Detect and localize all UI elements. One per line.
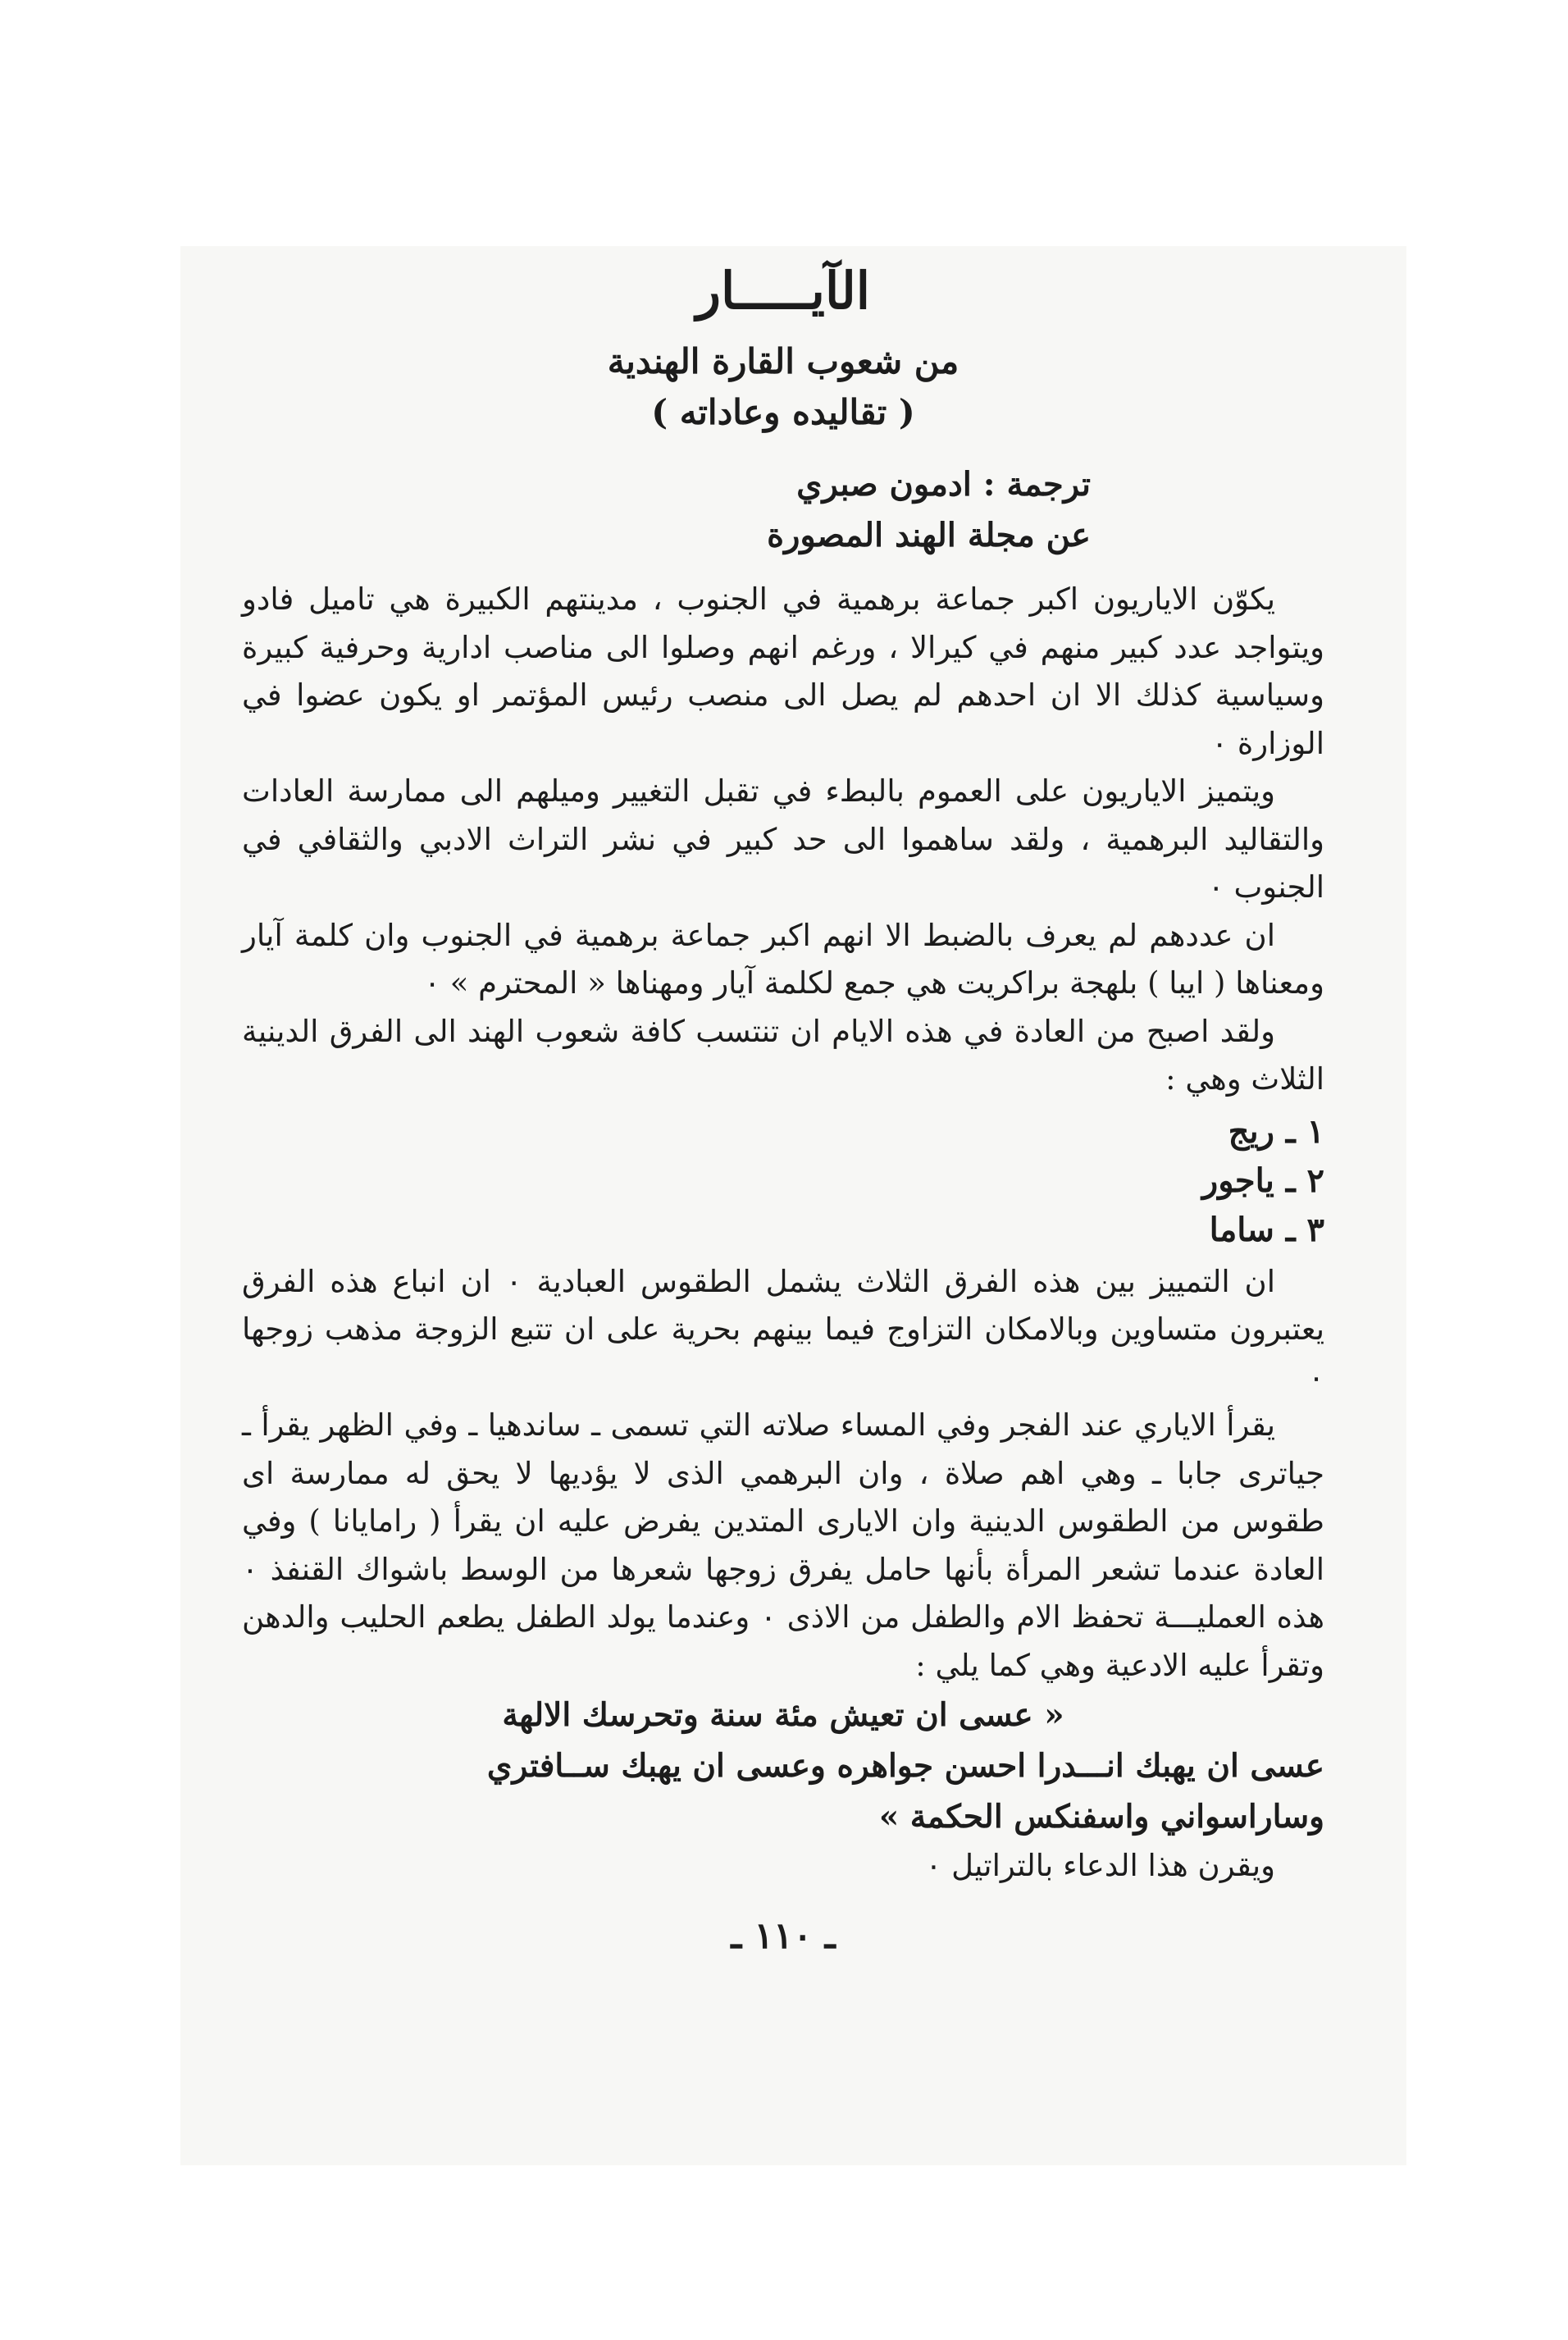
prayer-line-2: عسى ان يهبك انـــدرا احسن جواهره وعسى ان يهبك ســافتري xyxy=(486,1747,1324,1785)
article-subtitle xyxy=(242,336,1324,438)
paragraph-1: يكوّن الاياريون اكبر جماعة برهمية في الجنوب ، مدينتهم الكبيرة هي تاميل فادو ويتواجد عدد كبير منهم في كيرالا ، ورغم انهم وصلوا الى مناصب ادارية وحرفية كبيرة وسياسية كذلك الا ان احدهم لم يصل الى منصب رئيس المؤتمر او يكون عضوا في الوزارة ٠ xyxy=(242,582,1324,761)
page-number: ـ ١١٠ ـ xyxy=(731,1914,836,1957)
list-item: ١ ـ ريج xyxy=(1228,1111,1324,1151)
paragraph-3: ان عددهم لم يعرف بالضبط الا انهم اكبر جماعة برهمية في الجنوب وان كلمة آيار ومعناها ( ايبا ) بلهجة براكريت هي جمع لكلمة آيار ومهناها « المحترم » ٠ xyxy=(242,917,1324,1001)
translator-credit: ترجمة : ادمون صبري xyxy=(796,465,1091,504)
source-credit: عن مجلة الهند المصورة xyxy=(767,516,1091,554)
sects-list xyxy=(242,1107,1324,1255)
paragraph-5: ان التمييز بين هذه الفرق الثلاث يشمل الطقوس العبادية ٠ ان انباع هذه الفرق يعتبرون متساوين وبالامكان التزاوج فيما بينهم بحرية على ان تتبع الزوجة مذهب زوجها ٠ xyxy=(242,1263,1324,1395)
prayer-line-3: وساراسواني واسفنكس الحكمة » xyxy=(878,1798,1324,1836)
article-column xyxy=(242,246,1324,1957)
closing-line: ويقرن هذا الدعاء بالتراتيل ٠ xyxy=(925,1848,1275,1883)
list-item: ٢ ـ ياجور xyxy=(1201,1161,1324,1200)
subtitle-line-2: ( تقاليده وعاداته ) xyxy=(651,392,915,432)
prayer-line-1: « عسى ان تعيش مئة سنة وتحرسك الالهة xyxy=(502,1696,1064,1734)
list-item: ٣ ـ ساما xyxy=(1209,1210,1324,1249)
paragraph-6: يقرأ الاياري عند الفجر وفي المساء صلاته التي تسمى ـ ساندهيا ـ وفي الظهر يقرأ ـ جياترى جابا ـ وهي اهم صلاة ، وان البرهمي الذى لا يؤديها لا يحق له ممارسة اى طقوس من الطقوس الدينية وان الايارى المتدين يفرض عليه ان يقرأ ( رامايانا ) وفي العادة عندما تشعر المرأة بأنها حامل يفرق زوجها شعرها من الوسط باشواك القنفذ ٠ هذه العمليـــة تحفظ الام والطفل من الاذى ٠ وعندما يولد الطفل يطعم الحليب والدهن وتقرأ عليه الادعية وهي كما يلي : xyxy=(242,1407,1324,1683)
article-title: الآيـــــار xyxy=(696,261,870,321)
article-credits xyxy=(242,459,1324,561)
subtitle-line-1: من شعوب القارة الهندية xyxy=(607,341,959,381)
article-body xyxy=(242,576,1324,1891)
paragraph-4: ولقد اصبح من العادة في هذه الايام ان تنتسب كافة شعوب الهند الى الفرق الدينية الثلاث وهي : xyxy=(242,1013,1324,1097)
paragraph-2: ويتميز الاياريون على العموم بالبطء في تقبل التغيير وميلهم الى ممارسة العادات والتقاليد البرهمية ، ولقد ساهموا الى حد كبير في نشر التراث الادبي والثقافي في الجنوب ٠ xyxy=(242,773,1324,905)
